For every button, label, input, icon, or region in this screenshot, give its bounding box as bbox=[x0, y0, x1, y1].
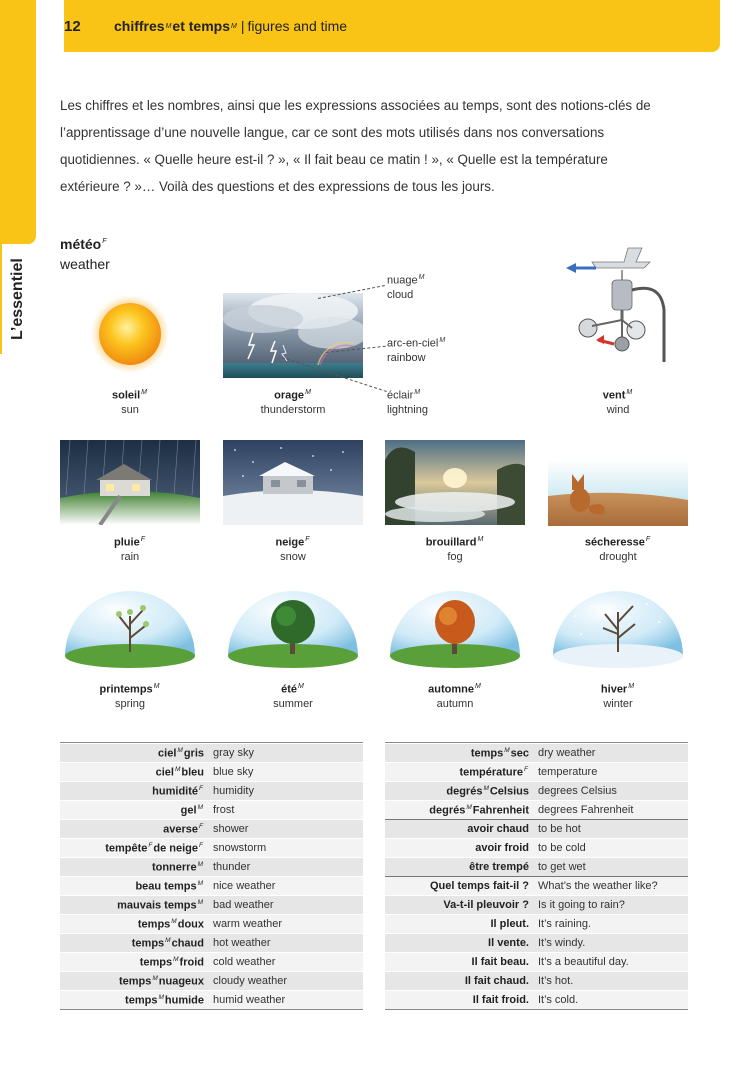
vocab-row bbox=[385, 971, 688, 990]
vocab-table-right bbox=[385, 742, 688, 1010]
vocab-en: shower bbox=[213, 823, 249, 835]
vocab-row bbox=[385, 876, 688, 895]
vocab-en: degrees Celsius bbox=[538, 785, 617, 797]
side-rule bbox=[0, 244, 2, 354]
rain-image bbox=[60, 440, 200, 525]
vocab-fr: Il fait beau. bbox=[471, 956, 529, 968]
snow-image bbox=[223, 440, 363, 525]
vocab-en: It’s a beautiful day. bbox=[538, 956, 629, 968]
caption-fr: printemps bbox=[99, 683, 153, 696]
vocab-fr: ciel$^M$bleu bbox=[155, 765, 204, 779]
title-fr-1: chiffres bbox=[114, 18, 165, 34]
intro-paragraph: Les chiffres et les nombres, ainsi que les expressions associées au temps, sont des notions-clés de l’apprentissage d’une nouvelle langue, car ce sont des mots utilisés dans nos conversations quotidiennes. « Quelle heure est-il ? », « Il fait beau ce matin ! », « Quelle est la température extérieure ? »… Voilà des questions et des expressions de tous les jours. bbox=[60, 98, 651, 194]
vocab-fr: Il pleut. bbox=[490, 918, 529, 930]
caption-gender: M bbox=[475, 683, 481, 690]
caption-en: drought bbox=[599, 550, 637, 563]
vocab-fr: température$^F$ bbox=[459, 765, 528, 779]
vocab-en: It’s cold. bbox=[538, 994, 579, 1006]
title-en: figures and time bbox=[247, 18, 348, 34]
page-title bbox=[114, 0, 347, 52]
vocab-fr: humidité$^F$ bbox=[152, 784, 203, 798]
section-title-fr bbox=[60, 236, 108, 252]
drought-image bbox=[548, 460, 688, 526]
vocab-fr: temps$^M$doux bbox=[137, 917, 204, 931]
vocab-fr: tempête$^F$de neige$^F$ bbox=[105, 841, 203, 855]
vocab-row bbox=[385, 952, 688, 971]
vocab-fr: degrés$^M$Celsius bbox=[446, 784, 529, 798]
caption-fr: brouillard bbox=[425, 536, 477, 549]
vocab-row bbox=[60, 800, 363, 819]
vocab-fr: gel$^M$ bbox=[180, 803, 203, 817]
header-gap bbox=[36, 0, 64, 52]
callout-gender: M bbox=[414, 389, 421, 396]
section-gender: F bbox=[102, 238, 107, 246]
vocab-en: What’s the weather like? bbox=[538, 880, 658, 892]
side-label: L’essentiel bbox=[9, 258, 26, 340]
vocab-row bbox=[385, 990, 688, 1009]
vocab-fr: temps$^M$sec bbox=[470, 746, 529, 760]
vocab-row bbox=[60, 857, 363, 876]
vocab-row bbox=[385, 762, 688, 781]
caption-gender: F bbox=[305, 536, 310, 543]
caption-fr: pluie bbox=[114, 536, 140, 549]
vocab-fr: avoir chaud bbox=[467, 823, 529, 835]
caption-en: fog bbox=[447, 550, 463, 563]
callout-en: rainbow bbox=[387, 351, 426, 364]
caption-fr: orage bbox=[274, 389, 305, 402]
vocab-row bbox=[60, 990, 363, 1009]
vocab-fr: Quel temps fait-il ? bbox=[429, 880, 529, 892]
vocab-fr: Il fait froid. bbox=[472, 994, 529, 1006]
vocab-en: bad weather bbox=[213, 899, 274, 911]
caption-en: rain bbox=[120, 550, 140, 563]
header-bar bbox=[0, 0, 720, 52]
vocab-row bbox=[60, 838, 363, 857]
caption-en: snow bbox=[280, 550, 306, 563]
caption-fog bbox=[405, 533, 505, 564]
callout-rainbow bbox=[387, 334, 446, 365]
caption-fr: soleil bbox=[112, 389, 141, 402]
vocab-row bbox=[60, 762, 363, 781]
section-fr: météo bbox=[60, 236, 102, 252]
caption-fr: vent bbox=[602, 389, 626, 402]
caption-gender: F bbox=[645, 536, 651, 543]
vocab-en: to be hot bbox=[538, 823, 581, 835]
callout-en: lightning bbox=[387, 403, 428, 416]
caption-gender: M bbox=[298, 683, 304, 690]
caption-fr: été bbox=[281, 683, 298, 696]
vocab-fr: Il fait chaud. bbox=[464, 975, 529, 987]
caption-en: winter bbox=[603, 697, 633, 710]
sun-image bbox=[90, 294, 170, 374]
caption-en: wind bbox=[606, 403, 630, 416]
caption-gender: M bbox=[305, 389, 311, 396]
caption-gender: M bbox=[628, 683, 635, 690]
vocab-en: dry weather bbox=[538, 747, 596, 759]
caption-autumn bbox=[405, 680, 505, 711]
callout-en: cloud bbox=[387, 288, 414, 301]
fog-image bbox=[385, 440, 525, 525]
title-fr-2: et temps bbox=[172, 18, 230, 34]
callout-gender: M bbox=[418, 274, 425, 281]
vocab-en: degrees Fahrenheit bbox=[538, 804, 634, 816]
vocab-en: cloudy weather bbox=[213, 975, 287, 987]
caption-en: spring bbox=[115, 697, 145, 710]
vocab-row bbox=[385, 857, 688, 876]
vocab-row bbox=[385, 800, 688, 819]
vocab-en: hot weather bbox=[213, 937, 271, 949]
vocab-row bbox=[60, 781, 363, 800]
callout-fr: nuage bbox=[387, 274, 418, 287]
vocab-row bbox=[385, 838, 688, 857]
vocab-fr: avoir froid bbox=[475, 842, 529, 854]
section-title-en: weather bbox=[60, 256, 110, 272]
vocab-en: cold weather bbox=[213, 956, 276, 968]
caption-wind bbox=[568, 386, 668, 417]
vocab-en: frost bbox=[213, 804, 235, 816]
vocab-row bbox=[385, 819, 688, 838]
caption-thunderstorm bbox=[243, 386, 343, 417]
vocab-fr: temps$^M$chaud bbox=[131, 936, 204, 950]
caption-en: thunderstorm bbox=[260, 403, 326, 416]
vocab-en: It’s windy. bbox=[538, 937, 586, 949]
caption-gender: M bbox=[153, 683, 160, 690]
vocab-row bbox=[385, 933, 688, 952]
vocab-en: to get wet bbox=[538, 861, 586, 873]
caption-fr: automne bbox=[428, 683, 474, 696]
callout-gender: M bbox=[439, 337, 446, 344]
vocab-row bbox=[60, 895, 363, 914]
vocab-row bbox=[60, 933, 363, 952]
callout-lightning bbox=[387, 386, 428, 417]
caption-rain bbox=[80, 533, 180, 564]
caption-gender: M bbox=[477, 536, 484, 543]
caption-gender: M bbox=[141, 389, 147, 396]
vocab-en: blue sky bbox=[213, 766, 254, 778]
vocab-fr: tonnerre$^M$ bbox=[151, 860, 203, 874]
vocab-row bbox=[385, 743, 688, 762]
winter-image bbox=[551, 586, 685, 674]
autumn-image bbox=[388, 586, 522, 674]
caption-snow bbox=[243, 533, 343, 564]
vocab-fr: Va-t-il pleuvoir ? bbox=[443, 899, 529, 911]
vocab-en: to be cold bbox=[538, 842, 586, 854]
caption-fr: sécheresse bbox=[584, 536, 645, 549]
vocab-row bbox=[60, 819, 363, 838]
caption-summer bbox=[243, 680, 343, 711]
caption-sun bbox=[80, 386, 180, 417]
vocab-row bbox=[60, 876, 363, 895]
vocab-fr: temps$^M$humide bbox=[125, 993, 204, 1007]
page-number: 12 bbox=[64, 17, 81, 35]
vocab-en: gray sky bbox=[213, 747, 254, 759]
callout-fr: arc-en-ciel bbox=[387, 337, 439, 350]
vocab-en: temperature bbox=[538, 766, 598, 778]
vocab-en: snowstorm bbox=[213, 842, 267, 854]
title-gender-2: M bbox=[231, 22, 237, 30]
vocab-fr: degrés$^M$Fahrenheit bbox=[429, 803, 529, 817]
vocab-fr: Il vente. bbox=[488, 937, 529, 949]
vocab-en: Is it going to rain? bbox=[538, 899, 625, 911]
caption-winter bbox=[568, 680, 668, 711]
caption-fr: neige bbox=[275, 536, 305, 549]
caption-en: sun bbox=[121, 403, 139, 416]
vocab-row bbox=[60, 914, 363, 933]
vocab-en: thunder bbox=[213, 861, 251, 873]
callout-cloud bbox=[387, 271, 425, 302]
thunderstorm-image bbox=[223, 293, 363, 378]
caption-en: autumn bbox=[436, 697, 474, 710]
vocab-row bbox=[60, 743, 363, 762]
vocab-row bbox=[385, 914, 688, 933]
title-gender-1: M bbox=[165, 22, 172, 30]
vocab-fr: beau temps$^M$ bbox=[135, 879, 203, 893]
vocab-fr: temps$^M$froid bbox=[139, 955, 204, 969]
vocab-row bbox=[385, 781, 688, 800]
vocab-en: It’s hot. bbox=[538, 975, 574, 987]
summer-image bbox=[226, 586, 360, 674]
vocab-row bbox=[385, 895, 688, 914]
caption-gender: F bbox=[140, 536, 145, 543]
vocab-row bbox=[60, 971, 363, 990]
vocab-en: humidity bbox=[213, 785, 254, 797]
caption-gender: M bbox=[626, 389, 633, 396]
vocab-fr: temps$^M$nuageux bbox=[118, 974, 204, 988]
caption-fr: hiver bbox=[600, 683, 628, 696]
caption-spring bbox=[80, 680, 180, 711]
callout-fr: éclair bbox=[387, 389, 414, 402]
vocab-fr: mauvais temps$^M$ bbox=[117, 898, 203, 912]
caption-drought bbox=[568, 533, 668, 564]
vocab-row bbox=[60, 952, 363, 971]
vocab-fr: être trempé bbox=[469, 861, 529, 873]
vocab-en: nice weather bbox=[213, 880, 276, 892]
spring-image bbox=[63, 586, 197, 674]
caption-en: summer bbox=[273, 697, 313, 710]
vocab-en: warm weather bbox=[213, 918, 283, 930]
title-separator: | bbox=[240, 18, 245, 34]
side-tab bbox=[0, 0, 36, 244]
vocab-en: humid weather bbox=[213, 994, 286, 1006]
vocab-fr: averse$^F$ bbox=[163, 822, 203, 836]
wind-vane-image bbox=[566, 240, 676, 370]
vocab-fr: ciel$^M$gris bbox=[158, 746, 204, 760]
vocab-en: It’s raining. bbox=[538, 918, 591, 930]
vocab-table-left bbox=[60, 742, 363, 1010]
